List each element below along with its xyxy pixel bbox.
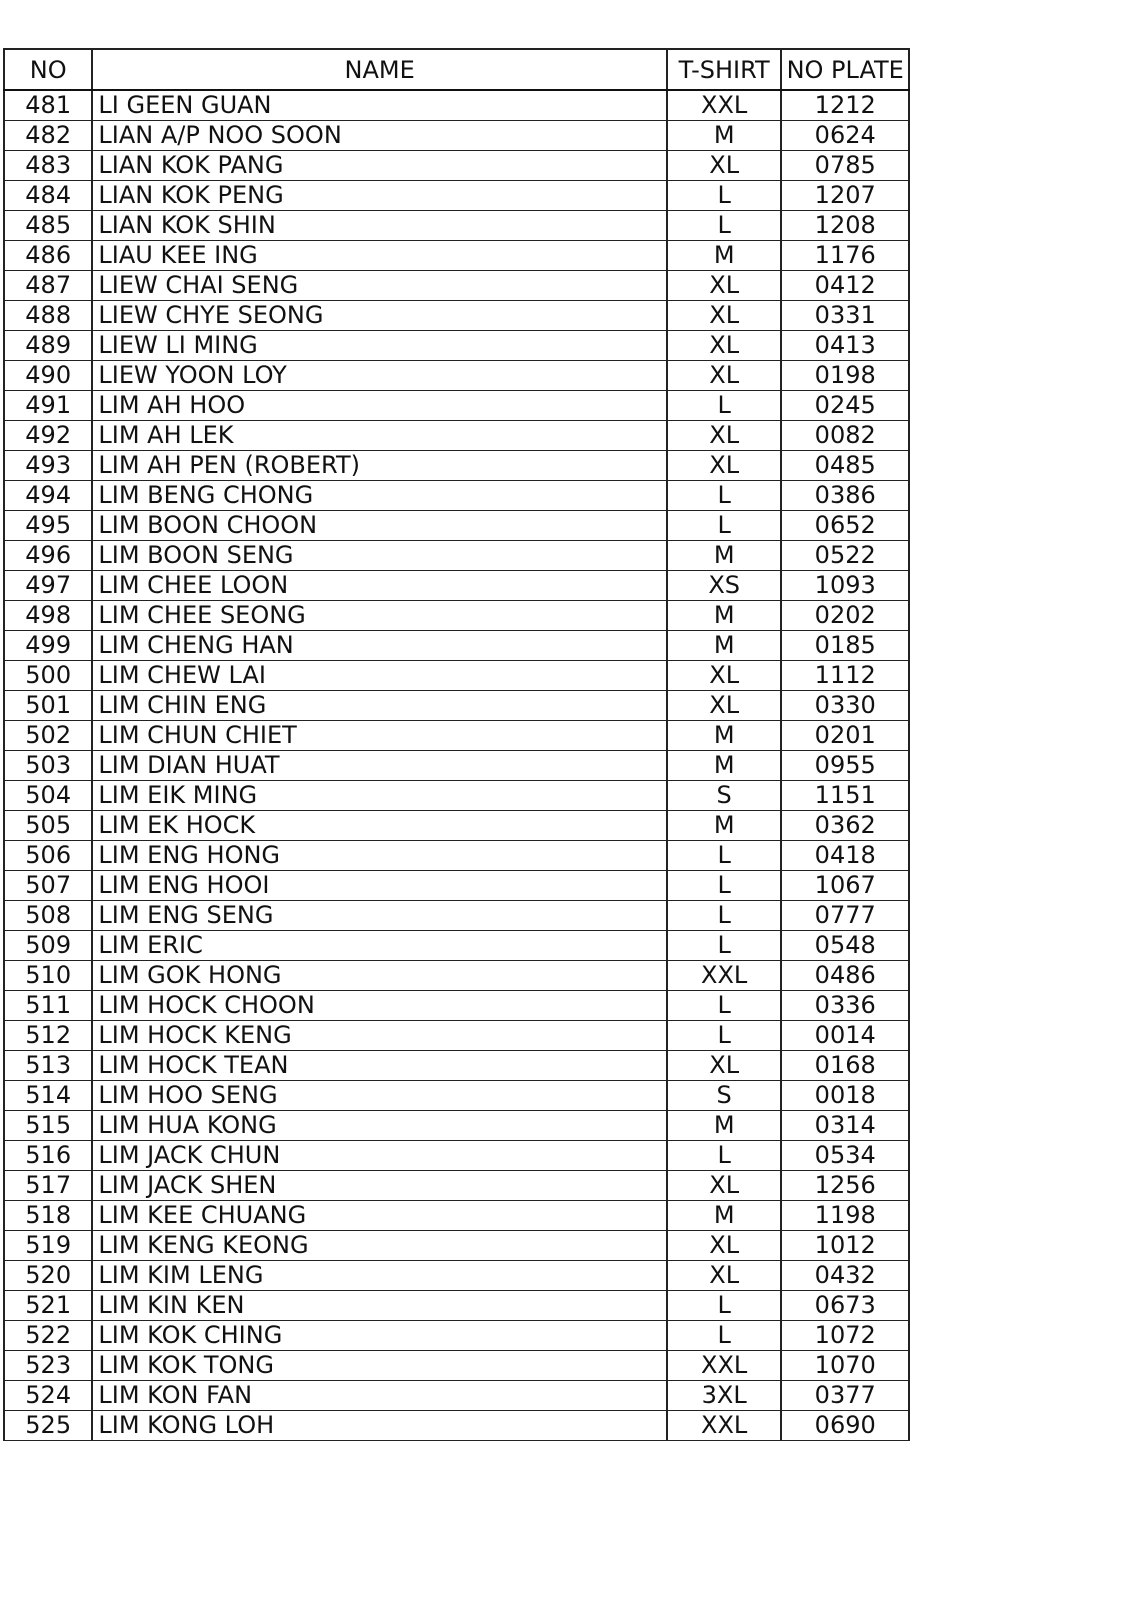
row-name: LIM HOCK KENG (92, 1021, 667, 1051)
row-name: LIM CHEE LOON (92, 571, 667, 601)
row-plate: 0377 (781, 1381, 909, 1411)
table-row (4, 571, 909, 601)
row-no: 491 (4, 391, 92, 421)
row-tshirt: L (667, 931, 782, 961)
row-plate: 1212 (781, 90, 909, 121)
row-plate: 0522 (781, 541, 909, 571)
row-tshirt: L (667, 1291, 782, 1321)
row-plate: 0201 (781, 721, 909, 751)
row-tshirt: L (667, 1321, 782, 1351)
table-row (4, 1351, 909, 1381)
row-plate: 0534 (781, 1141, 909, 1171)
table-row (4, 991, 909, 1021)
table-row (4, 841, 909, 871)
row-tshirt: XL (667, 271, 782, 301)
row-plate: 0185 (781, 631, 909, 661)
row-plate: 1072 (781, 1321, 909, 1351)
table-row (4, 1141, 909, 1171)
table-row (4, 301, 909, 331)
row-no: 519 (4, 1231, 92, 1261)
row-no: 502 (4, 721, 92, 751)
row-name: LIM HOO SENG (92, 1081, 667, 1111)
row-tshirt: M (667, 601, 782, 631)
table-row (4, 1111, 909, 1141)
row-tshirt: S (667, 1081, 782, 1111)
row-no: 498 (4, 601, 92, 631)
row-plate: 1112 (781, 661, 909, 691)
row-no: 495 (4, 511, 92, 541)
row-no: 524 (4, 1381, 92, 1411)
table-row (4, 181, 909, 211)
row-tshirt: L (667, 511, 782, 541)
row-tshirt: M (667, 721, 782, 751)
row-no: 497 (4, 571, 92, 601)
table-row (4, 661, 909, 691)
table-row (4, 391, 909, 421)
row-no: 505 (4, 811, 92, 841)
row-tshirt: XL (667, 301, 782, 331)
row-name: LIAN KOK PENG (92, 181, 667, 211)
table-row (4, 961, 909, 991)
row-tshirt: XL (667, 361, 782, 391)
row-tshirt: L (667, 211, 782, 241)
row-name: LIM KIM LENG (92, 1261, 667, 1291)
table-row (4, 511, 909, 541)
row-plate: 0785 (781, 151, 909, 181)
row-no: 484 (4, 181, 92, 211)
table-row (4, 151, 909, 181)
row-no: 508 (4, 901, 92, 931)
row-name: LIM CHENG HAN (92, 631, 667, 661)
row-no: 506 (4, 841, 92, 871)
row-tshirt: L (667, 181, 782, 211)
row-no: 522 (4, 1321, 92, 1351)
row-no: 518 (4, 1201, 92, 1231)
row-no: 510 (4, 961, 92, 991)
row-no: 520 (4, 1261, 92, 1291)
row-no: 511 (4, 991, 92, 1021)
table-row (4, 931, 909, 961)
row-tshirt: XL (667, 1261, 782, 1291)
table-row (4, 631, 909, 661)
row-tshirt: L (667, 1021, 782, 1051)
row-name: LIM AH LEK (92, 421, 667, 451)
row-tshirt: M (667, 541, 782, 571)
row-tshirt: XL (667, 331, 782, 361)
row-plate: 0362 (781, 811, 909, 841)
row-name: LIM ENG HOOI (92, 871, 667, 901)
row-plate: 0386 (781, 481, 909, 511)
row-tshirt: XL (667, 451, 782, 481)
row-tshirt: XL (667, 661, 782, 691)
row-plate: 1093 (781, 571, 909, 601)
row-name: LIM CHEE SEONG (92, 601, 667, 631)
row-tshirt: M (667, 241, 782, 271)
row-plate: 0955 (781, 751, 909, 781)
row-plate: 0777 (781, 901, 909, 931)
table-row (4, 1201, 909, 1231)
row-tshirt: M (667, 1201, 782, 1231)
row-no: 503 (4, 751, 92, 781)
row-plate: 0673 (781, 1291, 909, 1321)
row-plate: 0412 (781, 271, 909, 301)
row-tshirt: L (667, 391, 782, 421)
row-name: LIM HOCK TEAN (92, 1051, 667, 1081)
row-plate: 1176 (781, 241, 909, 271)
table-row (4, 1321, 909, 1351)
row-plate: 0331 (781, 301, 909, 331)
row-no: 496 (4, 541, 92, 571)
row-name: LIM GOK HONG (92, 961, 667, 991)
table-row (4, 1171, 909, 1201)
row-plate: 0485 (781, 451, 909, 481)
header-tshirt: T-SHIRT (667, 49, 782, 90)
row-plate: 0336 (781, 991, 909, 1021)
row-no: 486 (4, 241, 92, 271)
row-name: LIM ERIC (92, 931, 667, 961)
row-plate: 0418 (781, 841, 909, 871)
row-plate: 0198 (781, 361, 909, 391)
table-row (4, 691, 909, 721)
row-plate: 0432 (781, 1261, 909, 1291)
row-tshirt: M (667, 751, 782, 781)
row-no: 490 (4, 361, 92, 391)
row-no: 492 (4, 421, 92, 451)
row-plate: 0413 (781, 331, 909, 361)
row-no: 485 (4, 211, 92, 241)
table-row (4, 451, 909, 481)
row-no: 481 (4, 90, 92, 121)
table-body (4, 90, 909, 1441)
row-name: LIM KONG LOH (92, 1411, 667, 1441)
row-tshirt: XS (667, 571, 782, 601)
row-no: 513 (4, 1051, 92, 1081)
row-plate: 1067 (781, 871, 909, 901)
row-tshirt: XL (667, 421, 782, 451)
row-name: LIM BOON SENG (92, 541, 667, 571)
row-tshirt: L (667, 841, 782, 871)
row-name: LIAN KOK SHIN (92, 211, 667, 241)
row-no: 521 (4, 1291, 92, 1321)
row-tshirt: XL (667, 151, 782, 181)
row-plate: 1198 (781, 1201, 909, 1231)
row-name: LIM HUA KONG (92, 1111, 667, 1141)
table-row (4, 1381, 909, 1411)
row-tshirt: M (667, 1111, 782, 1141)
row-plate: 0548 (781, 931, 909, 961)
row-no: 499 (4, 631, 92, 661)
row-tshirt: M (667, 811, 782, 841)
row-name: LIEW CHYE SEONG (92, 301, 667, 331)
row-plate: 0082 (781, 421, 909, 451)
row-name: LI GEEN GUAN (92, 90, 667, 121)
table-row (4, 601, 909, 631)
row-tshirt: XL (667, 1231, 782, 1261)
row-plate: 1151 (781, 781, 909, 811)
row-name: LIM DIAN HUAT (92, 751, 667, 781)
row-name: LIEW CHAI SENG (92, 271, 667, 301)
row-name: LIM ENG SENG (92, 901, 667, 931)
participant-table (3, 48, 910, 1441)
row-tshirt: XL (667, 1051, 782, 1081)
row-tshirt: XXL (667, 1351, 782, 1381)
row-name: LIEW LI MING (92, 331, 667, 361)
row-name: LIM JACK CHUN (92, 1141, 667, 1171)
row-no: 483 (4, 151, 92, 181)
header-plate: NO PLATE (781, 49, 909, 90)
row-name: LIM JACK SHEN (92, 1171, 667, 1201)
row-plate: 0486 (781, 961, 909, 991)
table-row (4, 211, 909, 241)
row-no: 488 (4, 301, 92, 331)
table-row (4, 1021, 909, 1051)
row-no: 504 (4, 781, 92, 811)
row-no: 516 (4, 1141, 92, 1171)
row-no: 489 (4, 331, 92, 361)
table-row (4, 421, 909, 451)
row-name: LIM KON FAN (92, 1381, 667, 1411)
row-name: LIM EIK MING (92, 781, 667, 811)
row-no: 517 (4, 1171, 92, 1201)
row-plate: 0624 (781, 121, 909, 151)
table-row (4, 871, 909, 901)
row-name: LIM KOK CHING (92, 1321, 667, 1351)
row-name: LIM HOCK CHOON (92, 991, 667, 1021)
row-name: LIAN KOK PANG (92, 151, 667, 181)
row-name: LIM CHIN ENG (92, 691, 667, 721)
row-name: LIM KIN KEN (92, 1291, 667, 1321)
row-plate: 0330 (781, 691, 909, 721)
row-name: LIAN A/P NOO SOON (92, 121, 667, 151)
row-tshirt: L (667, 481, 782, 511)
row-tshirt: L (667, 991, 782, 1021)
row-tshirt: M (667, 121, 782, 151)
table-row (4, 331, 909, 361)
header-no: NO (4, 49, 92, 90)
row-name: LIM BOON CHOON (92, 511, 667, 541)
row-tshirt: XXL (667, 90, 782, 121)
row-name: LIM KENG KEONG (92, 1231, 667, 1261)
row-no: 494 (4, 481, 92, 511)
row-plate: 0018 (781, 1081, 909, 1111)
table-row (4, 271, 909, 301)
row-plate: 0652 (781, 511, 909, 541)
row-no: 515 (4, 1111, 92, 1141)
row-plate: 0202 (781, 601, 909, 631)
row-tshirt: 3XL (667, 1381, 782, 1411)
row-no: 514 (4, 1081, 92, 1111)
row-no: 509 (4, 931, 92, 961)
table-row (4, 1081, 909, 1111)
table-row (4, 1411, 909, 1441)
row-no: 500 (4, 661, 92, 691)
row-name: LIM CHUN CHIET (92, 721, 667, 751)
row-plate: 0168 (781, 1051, 909, 1081)
row-name: LIM KEE CHUANG (92, 1201, 667, 1231)
row-tshirt: XXL (667, 1411, 782, 1441)
row-name: LIM ENG HONG (92, 841, 667, 871)
row-name: LIM CHEW LAI (92, 661, 667, 691)
row-name: LIAU KEE ING (92, 241, 667, 271)
table-row (4, 1261, 909, 1291)
row-no: 525 (4, 1411, 92, 1441)
table-row (4, 1231, 909, 1261)
row-plate: 0245 (781, 391, 909, 421)
table-row (4, 811, 909, 841)
row-name: LIM AH PEN (ROBERT) (92, 451, 667, 481)
row-no: 523 (4, 1351, 92, 1381)
row-tshirt: XL (667, 691, 782, 721)
row-no: 482 (4, 121, 92, 151)
table-row (4, 1051, 909, 1081)
row-plate: 0014 (781, 1021, 909, 1051)
table-row (4, 721, 909, 751)
table-row (4, 90, 909, 121)
row-plate: 1208 (781, 211, 909, 241)
row-tshirt: M (667, 631, 782, 661)
table-row (4, 901, 909, 931)
table-row (4, 541, 909, 571)
row-name: LIM EK HOCK (92, 811, 667, 841)
row-plate: 0314 (781, 1111, 909, 1141)
table-row (4, 121, 909, 151)
row-no: 507 (4, 871, 92, 901)
row-tshirt: XL (667, 1171, 782, 1201)
row-name: LIEW YOON LOY (92, 361, 667, 391)
table-row (4, 781, 909, 811)
table-row (4, 241, 909, 271)
row-plate: 1207 (781, 181, 909, 211)
row-no: 487 (4, 271, 92, 301)
row-tshirt: L (667, 871, 782, 901)
row-plate: 1070 (781, 1351, 909, 1381)
row-plate: 0690 (781, 1411, 909, 1441)
row-tshirt: XXL (667, 961, 782, 991)
row-plate: 1012 (781, 1231, 909, 1261)
row-tshirt: S (667, 781, 782, 811)
row-plate: 1256 (781, 1171, 909, 1201)
table-row (4, 751, 909, 781)
row-name: LIM AH HOO (92, 391, 667, 421)
row-no: 493 (4, 451, 92, 481)
table-row (4, 481, 909, 511)
table-row (4, 361, 909, 391)
header-row (4, 49, 909, 90)
row-tshirt: L (667, 901, 782, 931)
row-name: LIM KOK TONG (92, 1351, 667, 1381)
row-no: 501 (4, 691, 92, 721)
row-no: 512 (4, 1021, 92, 1051)
header-name: NAME (92, 49, 667, 90)
row-tshirt: L (667, 1141, 782, 1171)
row-name: LIM BENG CHONG (92, 481, 667, 511)
table-row (4, 1291, 909, 1321)
